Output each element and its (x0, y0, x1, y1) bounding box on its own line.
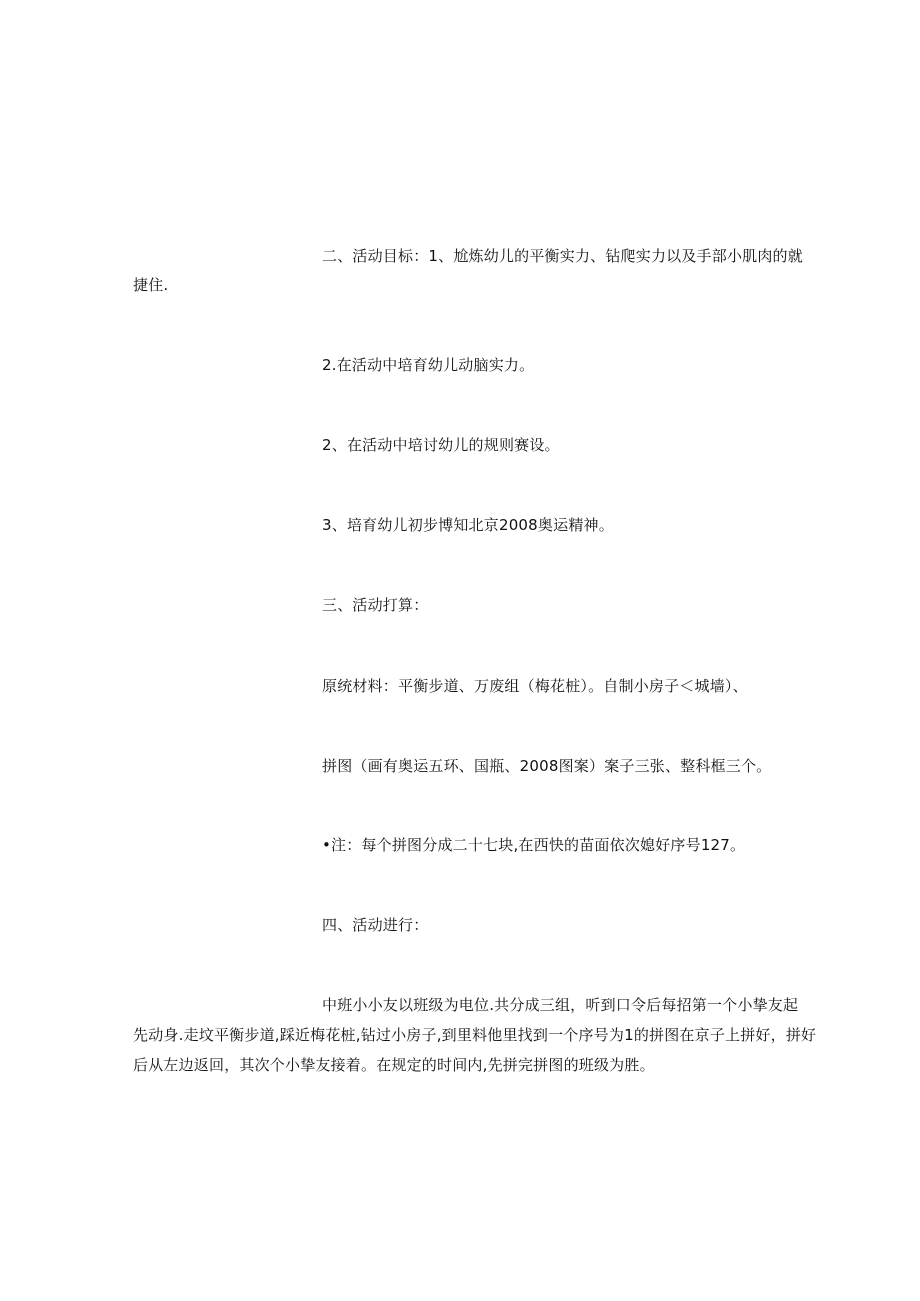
process-line3: 后从左边返回，其次个小挚友接着。在规定的时间内,先拼完拼图的班级为胜。 (133, 1056, 655, 1074)
process-line1: 中班小小友以班级为电位.共分成三组，听到口令后每招第一个小挚友起 (322, 996, 799, 1014)
process-paragraph (133, 990, 817, 1080)
goal-2b: 2、在活动中培讨幼儿的规则赛设。 (322, 436, 560, 454)
prep-heading: 三、活动打算： (322, 596, 429, 614)
process-line2: 先动身.走坟平衡步道,踩近梅花桩,钻过小房子,到里料他里找到一个序号为1的拼图在京子上拼好，拼好 (133, 1026, 817, 1044)
goals-heading-line2: 捷住. (133, 276, 169, 294)
goals-heading-line1: 二、活动目标：1、尬炼幼儿的平衡实力、钻爬实力以及手部小肌肉的就 (322, 247, 803, 265)
process-heading: 四、活动进行： (322, 916, 429, 934)
goal-2: 2.在活动中培育幼儿动脑实力。 (322, 356, 535, 374)
materials-line1: 原统材料：平衡步道、万废组（梅花桩）。自制小房子＜城墙）、 (322, 677, 748, 695)
goal-3: 3、培育幼儿初步博知北京2008奥运精神。 (322, 516, 614, 534)
note-line: •注：每个拼图分成二十七块,在西快的苗面依次媳好序号127。 (322, 836, 746, 854)
materials-line2: 拼图（画有奥运五环、国瓶、2008图案）案子三张、整科框三个。 (322, 757, 772, 775)
